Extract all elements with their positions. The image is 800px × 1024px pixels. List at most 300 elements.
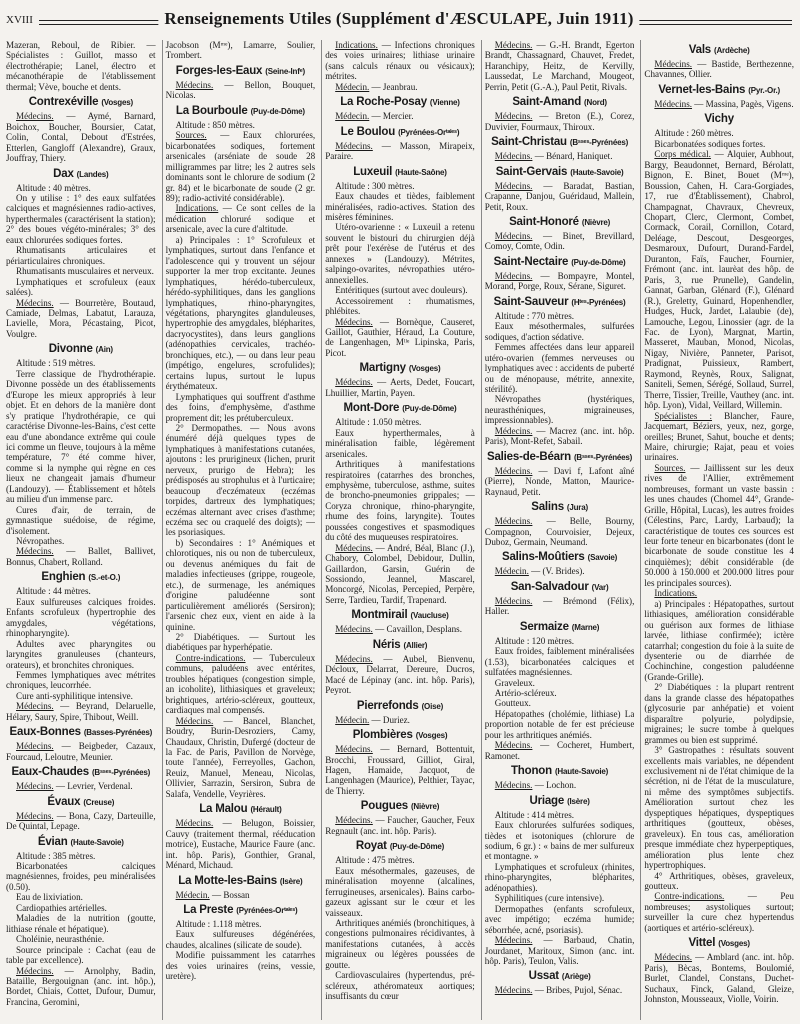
town-name: Salies-de-Béarn (487, 450, 571, 463)
body-paragraph (644, 599, 794, 683)
spa-town-heading (6, 168, 156, 181)
town-name: Saint-Sauveur (493, 295, 569, 308)
department-name: (Bˢˢᵉˢ-Pyrénées) (569, 138, 629, 148)
body-paragraph (166, 423, 316, 538)
paragraph-text: — Bénard, Haniquet. (532, 151, 613, 162)
section-label: Médecins. (16, 701, 54, 712)
body-paragraph (166, 716, 316, 800)
paragraph-text: Hépatopathes (cholémie, lithiase) La proportion notable de fer est précieuse pour les arthritiques anémiés. (484, 708, 635, 740)
section-label: Médecins. (494, 740, 533, 751)
paragraph-text: — Cocheret, Humbert, Ramonet. (484, 740, 635, 761)
body-paragraph (644, 463, 794, 588)
department-name: (Var) (591, 582, 609, 592)
spa-town-heading (325, 96, 475, 109)
paragraph-text: Altitude : 260 mètres. (654, 128, 734, 139)
department-name: (Vosges) (101, 98, 133, 108)
paragraph-text: Terre classique de l'hydrothérapie. Divonne possède un des établissements d'Europe les mieux appropriés à leur objet. Et en dehors de la manière dont s'y pratique l'hydrothérapie, ce qui caractérise Divonne-les-Bains, c'est cette eau d'une abondance extrême qui coule ici comme un fleuve, toujours à la même température, 7° été comme hiver, comme si la nymphe qui règne en ces lieux ne changeait jamais d'humeur (Landouzy). — Établissement et hôtels au milieu d'un immense parc. (6, 368, 156, 505)
spa-town-heading (6, 836, 156, 849)
body-paragraph (6, 861, 156, 892)
spa-town-heading (485, 621, 635, 634)
paragraph-text: — Bossan (209, 889, 250, 900)
department-name: (Seine-Infᵉ) (265, 66, 305, 76)
body-paragraph (325, 40, 475, 82)
department-name: (Isère) (279, 876, 303, 886)
department-name: (Creuse) (83, 797, 115, 807)
body-paragraph (325, 744, 475, 796)
body-paragraph (485, 688, 635, 698)
section-label: Médecins. (335, 815, 373, 826)
paragraph-text: Altitude : 44 mètres. (16, 586, 91, 597)
spa-town-heading (325, 729, 475, 742)
body-paragraph (6, 597, 156, 639)
paragraph-text: Altitude : 475 mètres. (335, 855, 415, 866)
body-paragraph (325, 377, 475, 398)
body-paragraph (325, 654, 475, 696)
paragraph-text: Femmes lymphatiques avec métrites chroniques, leucorrhée. (6, 670, 156, 691)
department-name: (Pyr.-Or.) (748, 85, 781, 95)
paragraph-text: Cure anti-syphilitique intensive. (16, 690, 133, 701)
department-name: (Puy-de-Dôme) (402, 404, 457, 414)
body-paragraph (485, 311, 635, 321)
paragraph-text: — Aymé, Barnard, Boichox, Boucher, Boursier, Catat, Colin, Contal, Debout d'Estrées, Etterlen, Gangloff (Alexandre), Graux, Jouffray, Thiery. (6, 111, 156, 164)
body-paragraph (485, 698, 635, 708)
paragraph-text: — Amblard (anc. int. hôp. Paris), Bècas, Bontems, Boulomié, Burlet, Clandel, Constans, Duchet-Suchaux, Finck, Galand, Gleize, Johnston, Mousseaux, Violle, Voirin. (644, 952, 794, 1005)
body-paragraph (6, 40, 156, 92)
body-paragraph (6, 639, 156, 670)
body-paragraph (6, 781, 156, 791)
section-label: Sources. (175, 130, 207, 141)
paragraph-text: Eaux mésothermales, gazeuses, de minéralisation moyenne (alcalines, ferrugineuses, arsenicales). Bains carbo-gazeux agissant sur le cœur et les vaisseaux. (325, 865, 475, 918)
paragraph-text: — Ce sont celles de la médication chloruré sodique et arsenicale, avec la cure d'altitude. (165, 203, 316, 235)
department-name: (Jura) (566, 503, 588, 513)
body-paragraph (485, 810, 635, 820)
section-label: Sources. (654, 462, 686, 473)
spa-town-heading (325, 402, 475, 415)
paragraph-text: — Ballet, Ballivet, Bonnus, Chabert, Rolland. (6, 546, 156, 567)
paragraph-text: — Belugon, Boissier, Cauvy (traitement thermal, rééducation motrice), Eustache, Maurice Faure (anc. int. hôp. Paris), Gonthier, Granal, Ménard, Michaud. (165, 818, 316, 871)
town-name: Salins-Moûtiers (501, 551, 585, 564)
department-name: (Nord) (584, 98, 607, 108)
body-paragraph (6, 298, 156, 340)
paragraph-text: Lymphatiques qui souffrent d'asthme des foins, d'emphysème, d'asthme proprement dit; les prétuberculeux. (165, 391, 316, 423)
department-name: (Pyrénées-Orᵗᵃˡᵉˢ) (398, 127, 460, 137)
body-paragraph (325, 285, 475, 295)
department-name: (Haute-Savoie) (70, 837, 124, 847)
body-paragraph (166, 40, 316, 61)
body-paragraph (485, 985, 635, 995)
town-name: Vittel (688, 937, 716, 950)
paragraph-text: Arthritiques anémiés (bronchitiques, à congestions pulmonaires récidivantes, à manifestations cutanées, à accès migraineux ou légères poussées de goutte. (325, 918, 475, 970)
paragraph-text: b) Secondaires : 1° Anémiques et chlorotiques, nis ou non de tuberculeux, ou devenus anémiques du fait de maladies infectieuses (grippe, rougeole, etc.), de surmenage, les anémiques d'origine paludéenne sont particulièrement améliorés (Sersiron); l'arsenic chez eux, vient en aide à la quinine. (165, 537, 316, 632)
town-name: Saint-Christau (491, 136, 567, 149)
spa-town-heading (644, 937, 794, 950)
paragraph-text: 4° Arthritiques, obèses, graveleux, goutteux. (644, 870, 794, 891)
body-paragraph (485, 426, 635, 447)
town-name: Dax (53, 167, 74, 180)
paragraph-text: Eaux sulfureuses calciques froides. Enfants scrofuleux (hypertrophie des amygdales, végétations, rhinopharyngite). (6, 596, 156, 639)
body-paragraph (644, 588, 794, 598)
body-paragraph (166, 818, 316, 870)
paragraph-text: Altitude : 1.050 mètres. (335, 417, 422, 428)
paragraph-text: — Bornèque, Causeret, Gaillot, Gauthier, Héraud, La Couture, de Langenhagen, Mˡˡᵉ Lipinska, Paris, Picot. (325, 316, 475, 358)
body-paragraph (485, 820, 635, 862)
spa-town-heading (166, 803, 316, 816)
town-name: Uriage (529, 794, 565, 807)
paragraph-text: Eaux froides, faiblement minéralisées (1.53), bicarbonatées calciques et sulfatées magnésiennes. (484, 646, 635, 678)
town-name: La Roche-Posay (340, 96, 427, 109)
paragraph-text: — Jaillissent sur les deux rives de l'Allier, extrêmement nombreuses, formant un vaste bassin : les unes chaudes (Chomel 44°, Grande-Grille, Hôpital, Lucas), les autres froides (Célestins, Parc, Lardy, Larbaud); la caractéristique de toutes ces sources est leur forte teneur en bicarbonates (dont le bicarbonate de soude constitue les 4 cinquièmes); débit considérable (de 50.000 à 150.000 et 200.000 litres pour les principales sources). (644, 462, 794, 588)
town-name: Royat (355, 840, 387, 853)
body-paragraph (166, 203, 316, 234)
paragraph-text: — Beigbeder, Cazaux, Fourcaud, Leloutre, Meunier. (6, 741, 156, 762)
body-paragraph (644, 99, 794, 109)
paragraph-text: Altitude : 40 mètres. (16, 182, 91, 193)
paragraph-text: Jacobson (Mᵐᵉ), Lamarre, Soulier, Trombert. (165, 40, 316, 61)
body-paragraph (325, 970, 475, 1001)
paragraph-text: Utéro-ovarienne : « Luxeuil a retenu souvent le bistouri du chirurgien déjà prêt pour l'exérèse de l'utérus et des annexes » (Landouzy). Métrites, salpingo-ovarites, névropathies utéro-annexielles. (325, 222, 475, 285)
body-paragraph (644, 952, 794, 1004)
body-paragraph (485, 709, 635, 740)
paragraph-text: Bicarbonatées calciques magnésiennes, froides, peu minéralisées (0.50). (6, 861, 156, 892)
paragraph-text: — Binet, Brevillard, Comoy, Comte, Odin. (484, 230, 635, 252)
body-paragraph (485, 40, 635, 92)
town-name: Pierrefonds (356, 699, 419, 712)
department-name: (Hᵗᵉˢ-Pyrénées) (571, 297, 626, 307)
section-label: Contre-indications. (175, 652, 246, 663)
town-name: Saint-Honoré (509, 215, 579, 228)
body-paragraph (325, 222, 475, 285)
section-label: Médecins. (654, 98, 693, 109)
town-name: Saint-Gervais (495, 165, 568, 178)
paragraph-text: Dermopathes (enfants scrofuleux, avec impétigo; eczéma humide; séborrhée, acné, psoriasis). (484, 903, 635, 935)
spa-town-heading (485, 96, 635, 109)
body-paragraph (485, 321, 635, 342)
town-name: Thonon (510, 765, 552, 778)
paragraph-text: — Alquier, Aubhout, Bargy, Beaudonnet, Bernard, Bérolatt, Bignon, E. Binet, Bouet (Mᵐᵉ), Boussion, Cahen, H. Cara-Gorgiades, 17, rue d'Établissement), Chabrol, Champagnat, Chavraux, Chevreux, Chopart, Clerc, Clermont, Combet, Cormack, Corail, Cornillon, Cotard, Deléage, Descout, Desgeorges, Desmaroux, Dufourt, Durand-Fardel, Duranton, Faïs, Faucher, Fournier, Frémont (anc. int. laurèat des hôp. de Paris, 3, rue Prunelle), Gandelin, Gannat, Garban, Glénard (F.), Glénard (R.), Greletty, Guinard, Hopenhendler, Hudges, Huck, Jardet, Lalaubie (de), Lamouche, Legou, Linossier (agr. de la Fac. de Lyon), Margnat, Martin, Masseret, Mauban, Monod, Nicolas, Nigay, Nivière, Panneter, Parisot, Pradignat, Puissieux, Rambert, Raymond, Reynès, Roux, Salignat, Saniteli, Semen, Sérégé, Sollaud, Surrel, Therre, Tissier, Treille, Vauthey (anc. int. hôp. Lyon), Vidal, Veillard, Willemin. (644, 149, 794, 411)
page-number: XVIII (6, 14, 39, 26)
body-paragraph (644, 871, 794, 892)
paragraph-text: — Mercier. (369, 111, 414, 122)
paragraph-text: — Bastide, Berthezenne, Chavannes, Ollier. (644, 59, 794, 80)
spa-town-heading (485, 136, 635, 149)
paragraph-text: Modifie puissamment les catarrhes des voies urinaires (reins, vessie, uretère). (165, 950, 316, 982)
paragraph-text: Altitude : 850 mètres. (175, 119, 255, 130)
town-name: Vichy (704, 113, 734, 126)
department-name: (Bˢˢᵉˢ-Pyrénées) (573, 452, 633, 462)
department-name: (Oise) (421, 701, 444, 711)
column-3 (321, 40, 475, 1020)
section-label: Médecins. (16, 741, 54, 752)
body-paragraph (485, 181, 635, 212)
paragraph-text: Choléinie, neurasthénie. (16, 934, 105, 945)
body-paragraph (485, 516, 635, 547)
section-label: Médecin. (494, 566, 529, 577)
body-paragraph (485, 231, 635, 252)
paragraph-text: 3° Gastropathes : résultats souvent excellents mais variables, ne dépendent exclusivement ni de l'état chimique de la sécrétion, ni de l'état de la musculature, ni même des symptômes subjectifs. Amélioration surtout chez les dyspeptiques hépatiques, dyspeptiques arthritiques (goutteux, obèses, graveleux). En tous cas, amélioration presque immédiate chez hyperpeptiques, amélioration plus lente chez hypertrophiques. (644, 745, 794, 871)
spa-town-heading (485, 551, 635, 564)
paragraph-text: — Tuberculeux communs, paludéens avec entérites, troubles hépatiques (congestion simple, an icoholite), lithiasiques et graveleux; brightiques, artério-scléreux, goutteux, cardiaques mal compensés. (165, 652, 316, 716)
section-label: Corps médical. (654, 149, 711, 160)
body-paragraph (325, 866, 475, 918)
body-paragraph (485, 342, 635, 394)
body-paragraph (6, 245, 156, 266)
body-paragraph (166, 919, 316, 929)
spa-town-heading (325, 362, 475, 375)
body-paragraph (6, 369, 156, 505)
department-name: (Ariège) (561, 972, 591, 982)
body-paragraph (325, 428, 475, 459)
department-name: (Hérault) (250, 805, 282, 815)
town-name: Le Boulou (340, 125, 396, 138)
section-label: Médecins. (335, 624, 373, 635)
body-paragraph (325, 459, 475, 543)
paragraph-text: — Bancel, Blanchet, Boudry, Burin-Desroziers, Camy, Chaudaux, Christin, Dufergé (docteur de la Fac. de Paris, Pavillon de Norvège, toute l'année), Ferreyolles, Gachon, Reuiz, Manuel, Meneau, Nicolas, Ollivier, Sarrazin, Sersiron, Subra de Salafa, Vendelle, Veyrières. (165, 715, 316, 799)
department-name: (S.-et-O.) (88, 573, 121, 583)
body-paragraph (166, 538, 316, 632)
section-label: Médecin. (335, 81, 370, 92)
paragraph-text: Altitude : 1.118 mètres. (175, 918, 262, 929)
town-name: Luxeuil (353, 165, 393, 178)
column-2 (162, 40, 316, 1020)
paragraph-text: — Cavaillon, Desplans. (372, 624, 462, 635)
body-paragraph (485, 596, 635, 617)
section-label: Indications. (175, 203, 219, 214)
paragraph-text: — Aubel, Bienvenu, Décloux, Delarrat, Dereure, Ducros, Macé de Lépinay (anc. int. hôp. Paris), Peyrot. (325, 653, 475, 696)
department-name: (Nièvre) (410, 802, 440, 812)
department-name: (Puy-de-Dôme) (389, 842, 445, 852)
town-name: La Motte-les-Bains (178, 874, 277, 887)
body-paragraph (644, 59, 794, 80)
paragraph-text: — Bellon, Bouquet, Nicolas. (165, 79, 316, 101)
body-paragraph (485, 780, 635, 790)
section-label: Médecins. (175, 818, 214, 829)
paragraph-text: Entéritiques (surtout avec douleurs). (335, 285, 468, 296)
paragraph-text: Rhumatisants musculaires et nerveux. (16, 266, 154, 277)
body-paragraph (6, 913, 156, 934)
body-paragraph (485, 111, 635, 132)
body-paragraph (166, 950, 316, 981)
paragraph-text: Goutteux. (494, 698, 531, 709)
body-paragraph (6, 966, 156, 1008)
spa-town-heading (6, 766, 156, 779)
paragraph-text: Maladies de la nutrition (goutte, lithiase rénale et hépatique). (6, 913, 156, 934)
spa-town-heading (485, 451, 635, 464)
paragraph-text: — Macrez (anc. int. hôp. Paris), Mont-Refet, Sabail. (484, 425, 635, 447)
town-name: Plombières (352, 729, 413, 742)
paragraph-text: Altitude : 519 mètres. (16, 358, 96, 369)
body-paragraph (325, 181, 475, 191)
body-paragraph (325, 141, 475, 162)
section-label: Indications. (335, 40, 378, 50)
spa-town-heading (644, 44, 794, 57)
paragraph-text: Altitude : 385 mètres. (16, 850, 96, 861)
town-name: Vals (688, 44, 712, 56)
body-paragraph (644, 139, 794, 149)
section-label: Médecins. (175, 79, 214, 90)
paragraph-text: — Belle, Bourny, Compagnon, Courvoisier, Dejeux, Duboz, Germain, Neumand. (484, 516, 635, 547)
town-name: Salins (531, 501, 564, 514)
section-label: Médecins. (494, 270, 533, 281)
spa-town-heading (644, 84, 794, 97)
body-paragraph (325, 715, 475, 725)
body-paragraph (485, 394, 635, 425)
spa-town-heading (6, 726, 156, 739)
paragraph-text: — Beyrand, Delaruelle, Hélary, Saury, Spire, Thibout, Weill. (6, 701, 156, 722)
spa-town-heading (325, 639, 475, 652)
column-4 (481, 40, 635, 1020)
section-label: Médecins. (494, 40, 533, 50)
section-label: Médecins. (335, 542, 373, 553)
section-label: Indications. (654, 588, 698, 599)
body-paragraph (485, 678, 635, 688)
body-paragraph (6, 358, 156, 368)
spa-town-heading (166, 105, 316, 118)
paragraph-text: — Masson, Mirapeix, Paraire. (325, 140, 475, 162)
spa-town-heading (325, 840, 475, 853)
paragraph-text: — Duriez. (369, 714, 410, 725)
section-label: Médecins. (335, 316, 373, 327)
body-paragraph (325, 417, 475, 427)
body-paragraph (6, 266, 156, 276)
body-paragraph (485, 151, 635, 161)
body-paragraph (485, 935, 635, 966)
spa-town-heading (166, 904, 316, 917)
section-label: Médecins. (16, 781, 54, 792)
section-label: Médecins. (494, 151, 533, 162)
body-paragraph (644, 682, 794, 745)
paragraph-text: — André, Béal, Blanc (J.), Chabory, Colombel, Debidour, Dullin, Gaillardon, Garsin, Guérin de Sossiondo, Jeannel, Mascarel, Moncorgé, Nicolas, Percepied, Perpère, Serre, Tardieu, Tardif, Trapenard. (325, 542, 475, 605)
section-label: Médecin. (335, 714, 370, 725)
paragraph-text: Névropathes. (16, 536, 65, 547)
department-name: (Puy-de-Dôme) (571, 257, 626, 267)
paragraph-text: Accessoirement : rhumatismes, phlébites. (325, 295, 475, 317)
town-name: Divonne (48, 343, 93, 356)
body-paragraph (485, 904, 635, 935)
section-label: Médecins. (494, 935, 533, 946)
department-name: (Ardèche) (714, 46, 750, 55)
paragraph-text: Mazeran, Reboul, de Ribier. — Spécialistes : Guillot, masso et électrothérapie; Lanel, électro et mécanothérapie de l'établissement thermal; Vève, bouche et dents. (6, 40, 156, 92)
spa-town-heading (325, 166, 475, 179)
column-5 (640, 40, 794, 1020)
town-name: Forges-les-Eaux (175, 64, 263, 77)
body-paragraph (644, 149, 794, 410)
paragraph-text: Lymphatiques et scrofuleux (eaux salées). (6, 276, 156, 298)
section-label: Médecins. (16, 546, 54, 557)
town-name: La Bourboule (175, 104, 248, 117)
department-name: (Nièvre) (581, 217, 611, 227)
body-paragraph (6, 193, 156, 245)
paragraph-text: Source principale : Cachat (eau de table par excellence). (6, 944, 156, 966)
section-label: Médecins. (494, 425, 533, 436)
paragraph-text: — Lochon. (532, 780, 577, 791)
town-name: San-Salvadour (510, 580, 589, 593)
department-name: (Vosges) (415, 731, 448, 741)
section-label: Médecins. (16, 810, 54, 821)
spa-town-heading (325, 126, 475, 139)
body-paragraph (325, 317, 475, 359)
town-name: Évaux (47, 795, 81, 808)
paragraph-text: Altitude : 770 mètres. (494, 310, 575, 321)
paragraph-text: Blancher, Faure, Jacquemart, Béziers, yeux, nez, gorge, oreilles; Brunet, Sahut, bouche et dents; Maire, chirurgie; Rajat, peau et voies urinaires. (644, 410, 794, 463)
paragraph-text: Cardiopathies artérielles. (16, 902, 107, 913)
section-label: Médecins. (654, 59, 693, 69)
paragraph-text: Arthritiques à manifestations respiratoires (catarrhes des bronches, emphysème, tuberculose, asthme, suites de broncho-pneumonies grippales; — Coryza chronique, rhino-pharyngite, rhume des foins, laryngite). Toutes poussées congestives et spasmodiques du côté des muqueuses respiratoires. (325, 459, 475, 543)
paragraph-text: Adultes avec pharyngites ou laryngites granuleuses (chanteurs, orateurs), et bronchites chroniques. (6, 638, 156, 670)
section-label: Médecins. (494, 780, 533, 791)
body-paragraph (485, 636, 635, 646)
section-label: Médecins. (335, 653, 373, 664)
town-name: Saint-Nectaire (493, 255, 569, 268)
section-label: Médecins. (654, 952, 693, 963)
paragraph-text: Rhumatisants articulaires et périarticulaires chroniques. (6, 245, 156, 266)
spa-town-heading (325, 800, 475, 813)
town-name: Mont-Dore (343, 402, 400, 415)
section-label: Médecins. (16, 965, 54, 976)
body-paragraph (166, 890, 316, 900)
section-label: Contre-indications. (654, 891, 725, 902)
town-name: Enghien (41, 571, 86, 584)
body-paragraph (6, 277, 156, 298)
spa-town-heading (325, 700, 475, 713)
spa-town-heading (485, 216, 635, 229)
spa-town-heading (6, 796, 156, 809)
spa-town-heading (644, 113, 794, 126)
body-paragraph (6, 701, 156, 722)
body-paragraph (6, 903, 156, 913)
paragraph-text: Névropathes (hystériques, neurasthéniques, migraineuses, impressionnables). (484, 394, 635, 426)
paragraph-text: — Bernard, Bottentuit, Brocchi, Froussard, Gilliot, Giral, Hagen, Hamaide, Jacquot, de Langenhagen (Maurice), Pelthier, Tayac, de Thierry. (325, 744, 475, 796)
body-paragraph (166, 929, 316, 950)
town-name: Pougues (360, 800, 408, 813)
body-paragraph (644, 891, 794, 933)
body-paragraph (6, 670, 156, 691)
paragraph-text: — Barbaud, Chatin, Jourdanet, Maritoux, Simon (anc. int. hôp. Paris), Teulon, Valis. (484, 935, 635, 966)
paragraph-text: Eau de lixiviation. (16, 892, 83, 903)
town-name: Eaux-Chaudes (11, 766, 89, 779)
spa-town-heading (166, 65, 316, 78)
paragraph-text: Artério-scléreux. (494, 688, 557, 699)
department-name: (Landes) (76, 169, 109, 179)
paragraph-text: Altitude : 120 mètres. (494, 635, 575, 646)
department-name: (Isère) (567, 796, 590, 806)
town-name: La Malou (199, 803, 248, 816)
body-paragraph (166, 235, 316, 392)
paragraph-text: — Faucher, Gaucher, Feux Regnault (anc. int. hôp. Paris). (325, 815, 475, 836)
page-header (6, 6, 792, 38)
paragraph-text: — Eaux chlorurées, bicarbonatées sodiques, fortement arsenicales (arséniate de soude 28 milligrammes par litre; les 2 autres sels dominants sont le chlorure de sodium (2 gr. 84) et le bicarbonate de soude (2 gr. 89); radio-activité considérable). (165, 130, 316, 203)
paragraph-text: Cures d'air, de terrain, de gymnastique suédoise, de régime, d'isolement. (6, 504, 156, 536)
department-name: (Vosges) (408, 364, 441, 374)
department-name: (Vosges) (718, 939, 750, 949)
paragraph-text: — Peu nombreuses; asystoliques surtout; surveiller la cure chez hypertendus (aortiques et artério-scléreux). (644, 891, 794, 933)
body-paragraph (6, 546, 156, 567)
department-name: (Bˢˢᵉˢ-Pyrénées) (91, 768, 151, 778)
section-label: Médecins. (335, 140, 373, 151)
paragraph-text: — Breton (E.), Corez, Duvivier, Fourmaux, Thiroux. (484, 111, 635, 132)
body-paragraph (325, 111, 475, 121)
body-paragraph (166, 392, 316, 423)
paragraph-text: Graveleux. (494, 677, 535, 688)
body-paragraph (166, 120, 316, 130)
spa-town-heading (485, 795, 635, 808)
spa-town-heading (485, 296, 635, 309)
spa-town-heading (325, 609, 475, 622)
section-label: Médecins. (494, 230, 533, 241)
body-paragraph (325, 815, 475, 836)
town-name: Eaux-Bonnes (9, 726, 81, 739)
paragraph-text: Eaux hyperthermales, à minéralisation faible, légèrement arsenicales. (325, 427, 475, 459)
paragraph-text: Femmes affectées dans leur appareil utéro-ovarien (femmes nerveuses ou lymphatiques avec : accidents de puberté ou de ménopause, métrite, annexite, stérilité). (484, 342, 635, 394)
